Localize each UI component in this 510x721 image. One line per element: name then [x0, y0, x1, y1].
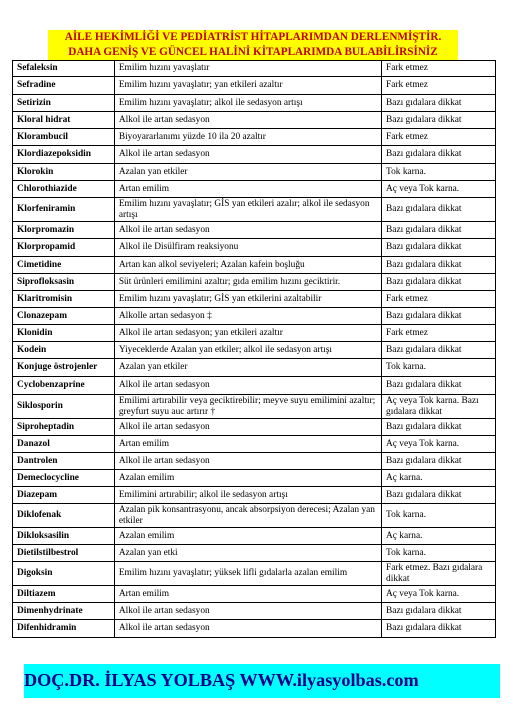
effect-cell: Artan emilim [114, 586, 381, 603]
drug-name-cell: Dantrolen [13, 453, 115, 470]
drug-name-cell: Dikloksasilin [13, 528, 115, 545]
effect-cell: Süt ürünleri emilimini azaltır; gıda emilim hızını geciktirir. [114, 274, 381, 291]
table-row [13, 308, 496, 325]
drug-name-cell: Diazepam [13, 487, 115, 504]
table-row [13, 77, 496, 95]
effect-cell: Emilim hızını yavaşlatır [114, 61, 381, 77]
drug-name-cell: Klorambucil [13, 129, 115, 146]
effect-cell: Alkol ile artan sedasyon [114, 419, 381, 436]
effect-cell: Emilimini artırabilir; alkol ile sedasyon artışı [114, 487, 381, 504]
header-banner [48, 30, 458, 60]
table-row [13, 164, 496, 181]
effect-cell: Alkol ile Disülfiram reaksiyonu [114, 239, 381, 257]
drug-name-cell: Kloral hidrat [13, 112, 115, 129]
advice-cell: Tok karna. [382, 545, 496, 562]
effect-cell: Alkolle artan sedasyon ‡ [114, 308, 381, 325]
header-line-1: AİLE HEKİMLİĞİ VE PEDİATRİST HİTAPLARIMDAN DERLENMİŞTİR. [64, 31, 442, 43]
advice-cell: Bazı gıdalara dikkat [382, 603, 496, 620]
drug-name-cell: Diltiazem [13, 586, 115, 603]
effect-cell: Artan kan alkol seviyeleri; Azalan kafein boşluğu [114, 257, 381, 274]
effect-cell: Artan emilim [114, 181, 381, 198]
effect-cell: Azalan pik konsantrasyonu, ancak absorpsiyon derecesi; Azalan yan etkiler [114, 504, 381, 528]
drug-name-cell: Dimenhydrinate [13, 603, 115, 620]
advice-cell: Aç karna. [382, 470, 496, 487]
effect-cell: Biyoyararlanımı yüzde 10 ila 20 azaltır [114, 129, 381, 146]
table-row [13, 342, 496, 359]
drug-name-cell: Konjuge östrojenler [13, 359, 115, 377]
effect-cell: Emilim hızını yavaşlatır; yüksek lifli gıdalarla azalan emilim [114, 562, 381, 586]
drug-name-cell: Klorpromazin [13, 222, 115, 239]
effect-cell: Azalan yan etkiler [114, 359, 381, 377]
drug-name-cell: Siproheptadin [13, 419, 115, 436]
effect-cell: Emilimi artırabilir veya geciktirebilir; meyve suyu emilimini azaltır; greyfurt suyu auc artırır † [114, 395, 381, 419]
drug-name-cell: Klaritromisin [13, 291, 115, 308]
effect-cell: Yiyeceklerde Azalan yan etkiler; alkol ile sedasyon artışı [114, 342, 381, 359]
effect-cell: Alkol ile artan sedasyon [114, 112, 381, 129]
drug-name-cell: Diklofenak [13, 504, 115, 528]
footer-text: DOÇ.DR. İLYAS YOLBAŞ WWW.ilyasyolbas.com [24, 670, 419, 690]
drug-name-cell: Demeclocycline [13, 470, 115, 487]
drug-name-cell: Difenhidramin [13, 620, 115, 638]
table-row [13, 528, 496, 545]
effect-cell: Azalan yan etki [114, 545, 381, 562]
drug-name-cell: Siprofloksasin [13, 274, 115, 291]
table-row [13, 222, 496, 239]
table-row [13, 586, 496, 603]
advice-cell: Bazı gıdalara dikkat [382, 112, 496, 129]
drug-name-cell: Cimetidine [13, 257, 115, 274]
advice-cell: Bazı gıdalara dikkat [382, 146, 496, 164]
table-row [13, 603, 496, 620]
table-row [13, 257, 496, 274]
advice-cell: Bazı gıdalara dikkat [382, 453, 496, 470]
advice-cell: Tok karna. [382, 164, 496, 181]
footer-banner [24, 664, 500, 698]
table-row [13, 487, 496, 504]
advice-cell: Fark etmez [382, 77, 496, 95]
advice-cell: Bazı gıdalara dikkat [382, 308, 496, 325]
drug-name-cell: Dietilstilbestrol [13, 545, 115, 562]
drug-name-cell: Chlorothiazide [13, 181, 115, 198]
effect-cell: Emilim hızını yavaşlatır; yan etkileri azaltır [114, 77, 381, 95]
table-row [13, 470, 496, 487]
effect-cell: Azalan yan etkiler [114, 164, 381, 181]
table-row [13, 395, 496, 419]
table-row [13, 436, 496, 453]
table-row [13, 274, 496, 291]
effect-cell: Azalan emilim [114, 470, 381, 487]
effect-cell: Artan emilim [114, 436, 381, 453]
advice-cell: Bazı gıdalara dikkat [382, 377, 496, 395]
table-row [13, 377, 496, 395]
drug-food-table [12, 60, 496, 638]
drug-name-cell: Siklosporin [13, 395, 115, 419]
effect-cell: Alkol ile artan sedasyon [114, 620, 381, 638]
advice-cell: Bazı gıdalara dikkat [382, 620, 496, 638]
advice-cell: Bazı gıdalara dikkat [382, 257, 496, 274]
advice-cell: Aç veya Tok karna. [382, 586, 496, 603]
table-row [13, 129, 496, 146]
table-row [13, 181, 496, 198]
drug-name-cell: Klordiazepoksidin [13, 146, 115, 164]
effect-cell: Azalan emilim [114, 528, 381, 545]
advice-cell: Aç veya Tok karna. Bazı gıdalara dikkat [382, 395, 496, 419]
effect-cell: Alkol ile artan sedasyon [114, 453, 381, 470]
advice-cell: Bazı gıdalara dikkat [382, 239, 496, 257]
table-row [13, 453, 496, 470]
drug-name-cell: Clonazepam [13, 308, 115, 325]
advice-cell: Aç karna. [382, 528, 496, 545]
effect-cell: Alkol ile artan sedasyon [114, 222, 381, 239]
table-row [13, 146, 496, 164]
drug-name-cell: Sefradine [13, 77, 115, 95]
table-row [13, 112, 496, 129]
header-line-2: DAHA GENİŞ VE GÜNCEL HALİNİ KİTAPLARIMDA BULABİLİRSİNİZ [68, 45, 438, 58]
table-row [13, 562, 496, 586]
advice-cell: Fark etmez [382, 61, 496, 77]
table-row [13, 419, 496, 436]
drug-name-cell: Cyclobenzaprine [13, 377, 115, 395]
drug-name-cell: Sefaleksin [13, 61, 115, 77]
advice-cell: Tok karna. [382, 359, 496, 377]
drug-name-cell: Klorfeniramin [13, 198, 115, 222]
drug-name-cell: Danazol [13, 436, 115, 453]
table-row [13, 95, 496, 112]
table-row [13, 61, 496, 77]
table-row [13, 620, 496, 638]
table-row [13, 198, 496, 222]
table-row [13, 325, 496, 342]
drug-name-cell: Klorokin [13, 164, 115, 181]
advice-cell: Tok karna. [382, 504, 496, 528]
drug-name-cell: Kodein [13, 342, 115, 359]
table-row [13, 291, 496, 308]
drug-name-cell: Setirizin [13, 95, 115, 112]
effect-cell: Emilim hızını yavaşlatır; GİS yan etkilerini azaltabilir [114, 291, 381, 308]
advice-cell: Bazı gıdalara dikkat [382, 487, 496, 504]
advice-cell: Aç veya Tok karna. [382, 181, 496, 198]
effect-cell: Emilim hızını yavaşlatır; GİS yan etkileri azalır; alkol ile sedasyon artışı [114, 198, 381, 222]
table-row [13, 504, 496, 528]
drug-name-cell: Klonidin [13, 325, 115, 342]
advice-cell: Bazı gıdalara dikkat [382, 419, 496, 436]
effect-cell: Alkol ile artan sedasyon [114, 377, 381, 395]
effect-cell: Alkol ile artan sedasyon [114, 603, 381, 620]
effect-cell: Alkol ile artan sedasyon [114, 146, 381, 164]
advice-cell: Fark etmez [382, 291, 496, 308]
advice-cell: Fark etmez [382, 325, 496, 342]
drug-name-cell: Klorpropamid [13, 239, 115, 257]
table-row [13, 545, 496, 562]
advice-cell: Fark etmez. Bazı gıdalara dikkat [382, 562, 496, 586]
advice-cell: Fark etmez [382, 129, 496, 146]
effect-cell: Emilim hızını yavaşlatır; alkol ile sedasyon artışı [114, 95, 381, 112]
effect-cell: Alkol ile artan sedasyon; yan etkileri azaltır [114, 325, 381, 342]
advice-cell: Bazı gıdalara dikkat [382, 95, 496, 112]
advice-cell: Bazı gıdalara dikkat [382, 198, 496, 222]
advice-cell: Bazı gıdalara dikkat [382, 274, 496, 291]
table-row [13, 239, 496, 257]
drug-name-cell: Digoksin [13, 562, 115, 586]
advice-cell: Bazı gıdalara dikkat [382, 342, 496, 359]
table-row [13, 359, 496, 377]
advice-cell: Bazı gıdalara dikkat [382, 222, 496, 239]
advice-cell: Aç veya Tok karna. [382, 436, 496, 453]
